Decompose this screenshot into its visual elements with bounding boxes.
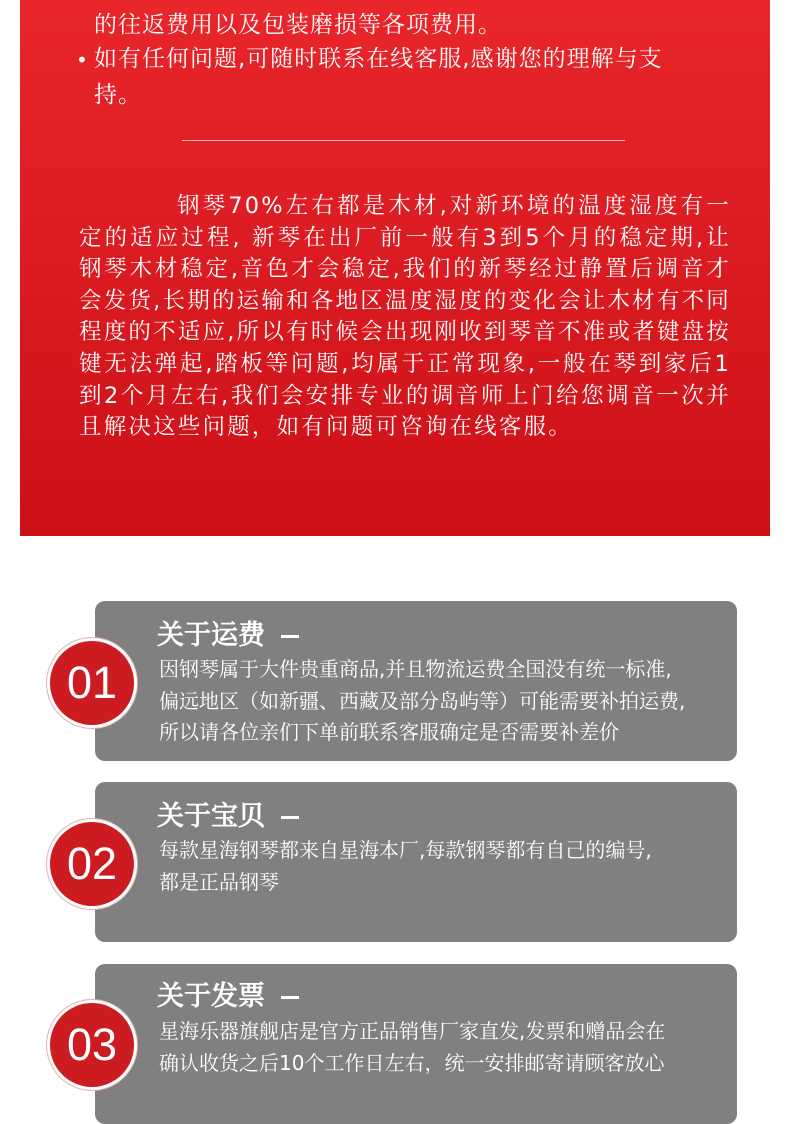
card-line: 都是正品钢琴 [159, 869, 279, 894]
info-card-invoice [95, 964, 737, 1124]
card-line: 偏远地区（如新疆、西藏及部分岛屿等）可能需要补拍运费, [159, 688, 686, 713]
bullet-dot-icon: • [76, 48, 88, 72]
card-description [159, 654, 734, 749]
card-line: 每款星海钢琴都来自星海本厂,每款钢琴都有自己的编号, [159, 838, 652, 862]
card-title: 关于发票 [157, 981, 265, 1012]
title-dash [281, 996, 299, 999]
notice-bullet-1-text: 的往返费用以及包装磨损等各项费用。 [94, 12, 502, 38]
paragraph-text: 钢琴70%左右都是木材,对新环境的温度湿度有一定的适应过程, 新琴在出厂前一般有3到5个月的稳定期,让钢琴木材稳定,音色才会稳定,我们的新琴经过静置后调音才会发货,长期的运输和各地区温度湿度的变化会让木材有不同程度的不适应,所以有时候会出现刚收到琴音不准或者键盘按键无法弹起,踏板等问题,均属于正常现象,一般在琴到家后1到2个月左右,我们会安排专业的调音师上门给您调音一次并且解决这些问题，如有问题可咨询在线客服。 [79, 193, 731, 441]
card-line: 因钢琴属于大件贵重商品,并且物流运费全国没有统一标准, [159, 657, 672, 681]
info-card-product [95, 782, 737, 942]
card-line: 星海乐器旗舰店是官方正品销售厂家直发,发票和赠品会在 [159, 1019, 666, 1043]
card-description [159, 1016, 734, 1079]
section-divider [182, 140, 625, 141]
card-line: 所以请各位亲们下单前联系客服确定是否需要补差价 [159, 720, 619, 744]
card-description [159, 835, 734, 898]
card-title: 关于宝贝 [157, 801, 265, 832]
after-sales-notice-panel [20, 0, 770, 536]
number-badge-03: 03 [50, 1003, 134, 1087]
notice-bullet-2-text: 如有任何问题,可随时联系在线客服,感谢您的理解与支 [94, 46, 663, 72]
piano-adaptation-paragraph [79, 191, 731, 444]
title-dash [281, 635, 299, 638]
number-badge-01: 01 [50, 641, 134, 725]
notice-bullet-2-text-cont: 持。 [94, 82, 142, 108]
card-title: 关于运费 [157, 620, 265, 651]
info-card-shipping [95, 601, 737, 761]
number-badge-02: 02 [50, 822, 134, 906]
card-line: 确认收货之后10个工作日左右，统一安排邮寄请顾客放心 [159, 1050, 665, 1075]
title-dash [281, 816, 299, 819]
